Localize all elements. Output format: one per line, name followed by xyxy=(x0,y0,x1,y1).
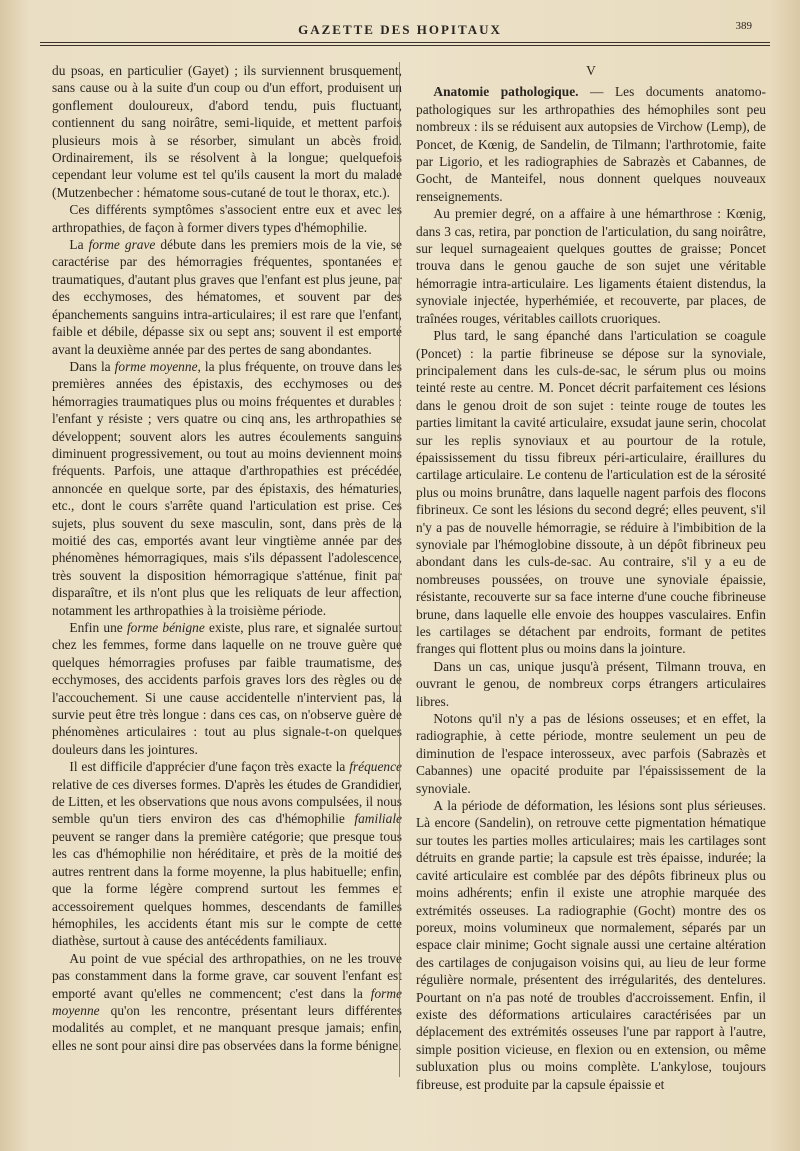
text: Dans la xyxy=(69,358,115,374)
left-column xyxy=(52,62,402,1054)
column-divider xyxy=(399,62,400,1077)
running-head xyxy=(0,20,800,40)
text: , la plus fréquente, on trouve dans les premières années des épistaxis, des ecchymoses ou des hémorragies traumatiques plus ou moins fréquentes et durables : l'enfant y résiste ; vers quatre ou cinq ans, les arthropathies se développent; souvent alors les autres écoulements sanguins diminuent progressivement, ou tout au moins deviennent moins fréquents. Parfois, une attaque d'arthropathies est précédée, annoncée en quelque sorte, par des épistaxis, des hématuries, etc., dont le cours s'arrête quand l'articulation est prise. Ces sujets, plus souvent du sexe masculin, sont, dans près de la moitié des cas, emportés avant leur vingtième année par des phénomènes hémorragiques, mais s'ils dépassent l'adolescence, très souvent la disposition hémorragique s'atténue, finit par disparaître, et ils n'ont plus que les reliquats de leur affection, notamment les arthropathies à la troisième période. xyxy=(52,358,402,618)
paragraph: Plus tard, le sang épanché dans l'articulation se coagule (Poncet) : la partie fibrineuse se dépose sur la synoviale, principalement dans les culs-de-sac, le sérum plus ou moins teinté reste au centre. M. Poncet décrit parfaitement ces lésions dans le genou droit de son sujet : teinte rouge de toutes les parties limitant la cavité articulaire, exsudat jaune serin, chocolat sur les replis synoviaux et au pourtour de la rotule, épaississement du tissu fibreux péri-articulaire, éraillures du cartilage articulaire. Le contenu de l'articulation est de la sérosité plus ou moins brunâtre, dans laquelle nagent parfois des flocons fibrineux. Ce sont les lésions du second degré; elles peuvent, s'il n'y a pas de nouvelle hémorragie, se réduire à l'imbibition de la synoviale par l'hémoglobine dissoute, à un dépôt fibrineux peu abondant dans les culs-de-sac. Au contraire, s'il y a eu de nombreuses poussées, on trouve une synoviale épaissie, résistante, recouverte sur sa face interne d'une couche fibrineuse brune, dans laquelle elle envoie des houppes vasculaires. Enfin les cartilages se détachent par endroits, formant de petites franges qui flottent plus ou moins dans la jointure. xyxy=(416,328,766,657)
text: relative de ces diverses formes. D'après les études de Grandidier, de Litten, et les observations que nous avons compulsées, il nous semble qu'un tiers environ des cas d'hémophilie xyxy=(52,776,402,827)
paragraph: Dans un cas, unique jusqu'à présent, Tilmann trouva, en ouvrant le genou, de nombreux corps étrangers articulaires libres. xyxy=(416,658,766,709)
header-rule xyxy=(40,42,770,43)
paragraph: A la période de déformation, les lésions sont plus sérieuses. Là encore (Sandelin), on retrouve cette pigmentation hématique sur toutes les parties molles articulaires; mais les cartilages sont détruits en grande partie; la capsule est très épaisse, indurée; la cavité articulaire est comblée par des dépôts fibrineux plus ou moins adhérents; enfin il existe une atrophie marquée des extrémités osseuses. La radiographie (Gocht) montre des os poreux, moins volumineux que normalement, séparés par un espace clair minime; Gocht signale aussi une certaine altération des cartilages de conjugaison voisins qui, au lieu de leur forme régulière normale, présentent des irrégularités, des dentelures. Pourtant on n'a pas noté de troubles d'accroissement. Enfin, il existe des déformations articulaires caractérisées par un déplacement des extrémités osseuses l'une par rapport à l'autre, simple position vicieuse, en flexion ou en extension, ou même subluxation plus ou moins complète. L'ankylose, toujours fibreuse, est produite par la capsule épaissie et xyxy=(416,798,766,1092)
emphasis: forme moyenne xyxy=(114,358,198,374)
emphasis: forme grave xyxy=(88,237,156,253)
page-number: 389 xyxy=(735,20,752,32)
paragraph: Au premier degré, on a affaire à une hémarthrose : Kœnig, dans 3 cas, retira, par ponction de l'articulation, du sang noirâtre, sur lequel surnageaient quelques gouttes de graisse; Poncet trouva dans le genou gauche de son sujet une véritable hémorragie intra-articulaire. Les ligaments étaient distendus, la synoviale injectée, hyperhémiée, et recouverte, par places, de traînées rouges, véritables caillots cruoriques. xyxy=(416,206,766,326)
paragraph xyxy=(52,358,402,619)
emphasis: fréquence xyxy=(349,759,402,775)
emphasis: forme bénigne xyxy=(126,620,205,635)
paragraph xyxy=(52,236,402,358)
paragraph: Notons qu'il n'y a pas de lésions osseuses; et en effet, la radiographie, à cette période, montre seulement un peu de diminution de l'espace interosseux, avec parfois (Sabrazès et Cabannes) une opacité produite par l'épaississement de la synoviale. xyxy=(416,711,766,796)
text: Au point de vue spécial des arthropathies, on ne les trouve pas constamment dans la forme grave, car souvent l'enfant est emporté avant qu'elles ne commencent; c'est dans la xyxy=(52,950,402,1001)
text: La xyxy=(69,237,89,253)
text: Il est difficile d'apprécier d'une façon très exacte la xyxy=(69,759,350,775)
section-number: V xyxy=(586,63,596,78)
header-rule-double xyxy=(40,45,770,46)
text: débute dans les premiers mois de la vie, se caractérise par des hémorragies fréquentes, spontanées et traumatiques, d'autant plus graves que l'enfant est plus jeune, par des ecchymoses, des hématomes, et souvent par des épanchements sanguins intra-articulaires; il est rare que l'enfant, faible et débile, dépasse six ou sept ans; souvent il est emporté avant la deuxième année par des pertes de sang abondantes. xyxy=(52,237,402,357)
paragraph xyxy=(52,950,402,1054)
emphasis: familiale xyxy=(354,811,402,827)
paragraph: Ces différents symptômes s'associent entre eux et avec les arthropathies, de façon à former divers types d'hémophilie. xyxy=(52,202,402,235)
text: existe, plus rare, et signalée surtout chez les femmes, forme dans laquelle on ne trouve guère que quelques hémorragies profuses par faible traumatisme, des ecchymoses, des accidents parfois graves lors des règles ou de l'accouchement. Si une cause accidentelle n'intervient pas, la survie peut être très longue : dans ces cas, on n'observe guère de phénomènes articulaires : tout au plus signale-t-on quelques douleurs dans les jointures. xyxy=(52,620,402,757)
paragraph xyxy=(52,619,402,758)
text: peuvent se ranger dans la première catégorie; que presque tous les cas d'hémophilie non héréditaire, et près de la moitié des autres rentrent dans la forme moyenne, la plus habituelle; enfin, que la forme légère comprend surtout les femmes et accessoirement quelques hommes, descendants de familles hémophiles, les accidents étant mis sur le compte de cette diathèse, surtout à cause des antécédents familiaux. xyxy=(52,828,402,949)
emphasis: forme moyenne xyxy=(52,985,402,1018)
journal-title: GAZETTE DES HOPITAUX xyxy=(298,22,502,37)
paragraph xyxy=(52,758,402,949)
text: qu'on les rencontre, présentant leurs différentes modalités au complet, et ne manquant presque jamais; enfin, elles ne sont pour ainsi dire pas observées dans la forme bénigne. xyxy=(52,1002,402,1053)
paragraph: du psoas, en particulier (Gayet) ; ils surviennent brusquement, sans cause ou à la suite d'un coup ou d'un effort, produisent un gonflement douloureux, d'abord tendu, puis fluctuant, contiennent du sang noirâtre, semi-liquide, et mettent parfois plusieurs mois à se résorber, simulant un abcès froid. Ordinairement, ils se résolvent à la longue; quelquefois cependant leur volume est tel qu'ils causent la mort du malade (Mutzenbecher : hématome sous-cutané de tout le thorax, etc.). xyxy=(52,63,402,200)
right-column xyxy=(416,62,766,1093)
paragraph xyxy=(416,83,766,205)
text: Enfin une xyxy=(69,620,127,635)
section-heading: Anatomie pathologique. xyxy=(433,84,579,100)
text: — Les documents anatomo-pathologiques sur les arthropathies des hémophiles sont peu nombreux : ils se réduisent aux autopsies de Virchow (Lemp), de Poncet, de Kœnig, de Sandelin, de Tilmann; l'arthrotomie, faite par Ligorio, et les radiographies de Sabrazès et Cabannes, de Gocht, de Manteifel, nous donnent quelques nouveaux renseignements. xyxy=(416,84,766,204)
